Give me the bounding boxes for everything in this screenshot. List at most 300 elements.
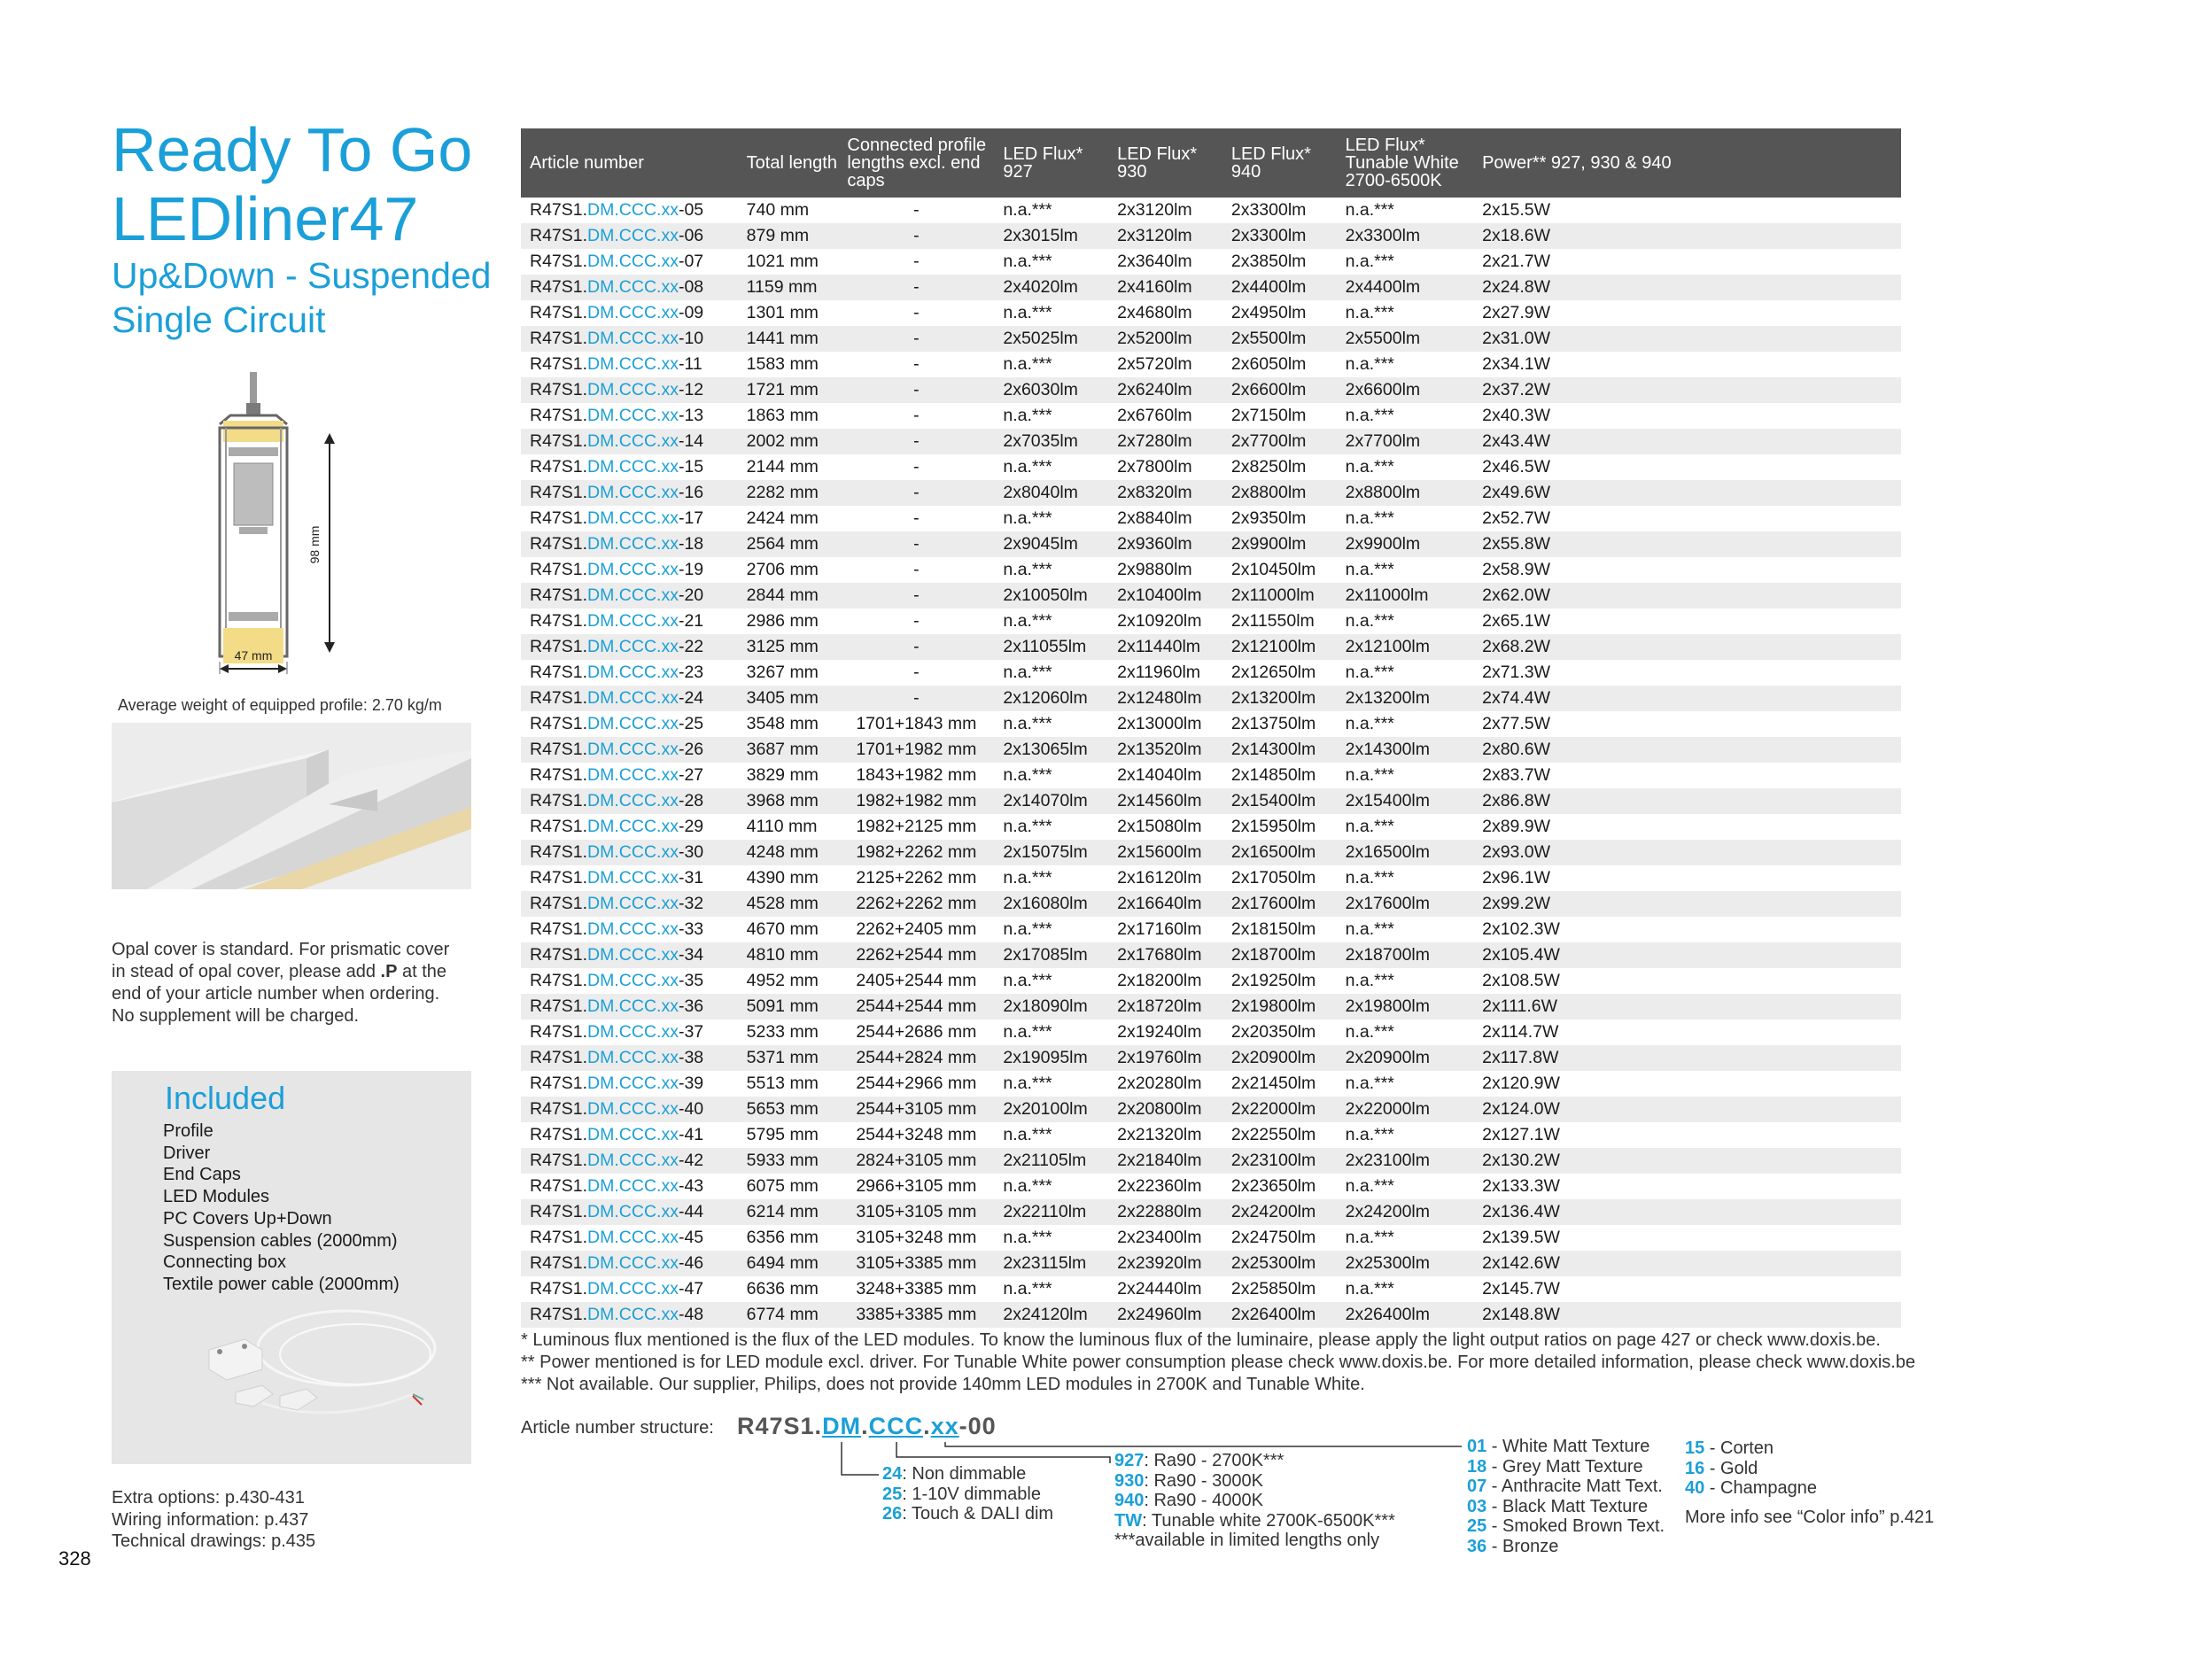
cell-flux-930: 2x14560lm [1108, 788, 1222, 814]
cell-flux-927: 2x15075lm [994, 840, 1108, 865]
cell-power: 2x93.0W [1473, 840, 1901, 865]
table-row [521, 788, 1901, 814]
table-row [521, 1199, 1901, 1225]
cell-flux-940: 2x13200lm [1222, 686, 1337, 711]
cell-connected-lengths: - [838, 660, 994, 686]
cell-flux-tunable: n.a.*** [1337, 711, 1474, 737]
cell-flux-930: 2x3640lm [1108, 249, 1222, 275]
accessories-image [191, 1297, 457, 1447]
cell-flux-tunable: 2x12100lm [1337, 634, 1474, 660]
cell-total-length: 4390 mm [738, 865, 839, 891]
table-row [521, 994, 1901, 1019]
cell-flux-940: 2x3300lm [1222, 223, 1337, 249]
cell-flux-tunable: 2x17600lm [1337, 891, 1474, 917]
cell-flux-940: 2x4400lm [1222, 275, 1337, 300]
cell-flux-930: 2x18720lm [1108, 994, 1222, 1019]
cell-flux-930: 2x12480lm [1108, 686, 1222, 711]
cell-total-length: 5513 mm [738, 1071, 839, 1097]
cell-flux-940: 2x6600lm [1222, 377, 1337, 403]
cell-flux-tunable: 2x7700lm [1337, 429, 1474, 454]
cell-connected-lengths: - [838, 557, 994, 583]
spec-table-body [521, 198, 1901, 1328]
cell-flux-930: 2x14040lm [1108, 763, 1222, 788]
cell-article-number: R47S1.DM.CCC.xx-34 [521, 942, 738, 968]
cell-article-number: R47S1.DM.CCC.xx-30 [521, 840, 738, 865]
cell-flux-930: 2x23920lm [1108, 1251, 1222, 1276]
cell-flux-930: 2x5200lm [1108, 326, 1222, 352]
table-row [521, 480, 1901, 506]
cell-flux-940: 2x20900lm [1222, 1045, 1337, 1071]
list-item: 927: Ra90 - 2700K*** [1114, 1451, 1285, 1470]
included-list [163, 1120, 400, 1296]
cell-flux-930: 2x16640lm [1108, 891, 1222, 917]
cell-flux-930: 2x11960lm [1108, 660, 1222, 686]
cell-flux-927: 2x21105lm [994, 1148, 1108, 1174]
cell-flux-940: 2x24750lm [1222, 1225, 1337, 1251]
cell-power: 2x31.0W [1473, 326, 1901, 352]
cell-connected-lengths: - [838, 403, 994, 429]
cell-flux-tunable: 2x3300lm [1337, 223, 1474, 249]
cell-flux-927: n.a.*** [994, 352, 1108, 377]
table-row [521, 326, 1901, 352]
header-connected-lengths: Connected profile lengths excl. end caps [838, 128, 994, 198]
cell-flux-940: 2x14300lm [1222, 737, 1337, 763]
cell-flux-930: 2x9880lm [1108, 557, 1222, 583]
cell-flux-930: 2x18200lm [1108, 968, 1222, 994]
cell-flux-930: 2x15600lm [1108, 840, 1222, 865]
cell-power: 2x99.2W [1473, 891, 1901, 917]
cell-connected-lengths: - [838, 377, 994, 403]
cell-power: 2x136.4W [1473, 1199, 1901, 1225]
cell-flux-930: 2x6760lm [1108, 403, 1222, 429]
cell-connected-lengths: 2544+3105 mm [838, 1097, 994, 1122]
cell-flux-927: 2x22110lm [994, 1199, 1108, 1225]
structure-label: Article number structure: [521, 1418, 714, 1438]
cell-connected-lengths: - [838, 480, 994, 506]
cell-connected-lengths: - [838, 506, 994, 531]
cell-flux-tunable: n.a.*** [1337, 506, 1474, 531]
cell-connected-lengths: - [838, 352, 994, 377]
cell-connected-lengths: 2824+3105 mm [838, 1148, 994, 1174]
cell-flux-940: 2x6050lm [1222, 352, 1337, 377]
cell-article-number: R47S1.DM.CCC.xx-08 [521, 275, 738, 300]
cell-power: 2x142.6W [1473, 1251, 1901, 1276]
cell-flux-930: 2x13000lm [1108, 711, 1222, 737]
table-row [521, 968, 1901, 994]
cell-power: 2x24.8W [1473, 275, 1901, 300]
cell-power: 2x77.5W [1473, 711, 1901, 737]
cell-total-length: 1301 mm [738, 300, 839, 326]
cell-flux-940: 2x21450lm [1222, 1071, 1337, 1097]
cell-article-number: R47S1.DM.CCC.xx-20 [521, 583, 738, 609]
cell-flux-940: 2x9350lm [1222, 506, 1337, 531]
cell-article-number: R47S1.DM.CCC.xx-24 [521, 686, 738, 711]
cell-power: 2x65.1W [1473, 609, 1901, 634]
list-item: 18 - Grey Matt Texture [1467, 1456, 1643, 1477]
profile-weight: Average weight of equipped profile: 2.70 kg/m [118, 696, 442, 714]
cct-options [1114, 1451, 1395, 1551]
table-row [521, 891, 1901, 917]
cell-connected-lengths: 3105+3105 mm [838, 1199, 994, 1225]
cell-total-length: 1583 mm [738, 352, 839, 377]
width-dimension-label: 47 mm [234, 648, 273, 663]
cell-flux-930: 2x4160lm [1108, 275, 1222, 300]
cell-power: 2x117.8W [1473, 1045, 1901, 1071]
cell-flux-927: 2x12060lm [994, 686, 1108, 711]
cell-total-length: 879 mm [738, 223, 839, 249]
cell-power: 2x27.9W [1473, 300, 1901, 326]
cell-flux-927: n.a.*** [994, 660, 1108, 686]
cell-flux-tunable: n.a.*** [1337, 352, 1474, 377]
cell-article-number: R47S1.DM.CCC.xx-43 [521, 1174, 738, 1199]
cell-flux-940: 2x16500lm [1222, 840, 1337, 865]
cell-article-number: R47S1.DM.CCC.xx-14 [521, 429, 738, 454]
cell-flux-930: 2x20800lm [1108, 1097, 1222, 1122]
cell-total-length: 3548 mm [738, 711, 839, 737]
cell-flux-tunable: 2x22000lm [1337, 1097, 1474, 1122]
cell-flux-tunable: 2x26400lm [1337, 1302, 1474, 1328]
cell-connected-lengths: - [838, 609, 994, 634]
table-row [521, 917, 1901, 942]
product-name: LEDliner47 [112, 184, 419, 253]
profile-cross-section-drawing [204, 359, 381, 678]
cell-connected-lengths: 3105+3385 mm [838, 1251, 994, 1276]
cell-connected-lengths: - [838, 583, 994, 609]
list-item: 930: Ra90 - 3000K [1114, 1470, 1263, 1491]
cell-power: 2x52.7W [1473, 506, 1901, 531]
cell-article-number: R47S1.DM.CCC.xx-18 [521, 531, 738, 557]
list-item: Driver [163, 1143, 211, 1163]
cell-flux-930: 2x22360lm [1108, 1174, 1222, 1199]
cell-article-number: R47S1.DM.CCC.xx-12 [521, 377, 738, 403]
color-info-link: More info see “Color info” p.421 [1685, 1507, 1935, 1527]
cell-flux-tunable: 2x13200lm [1337, 686, 1474, 711]
cell-power: 2x124.0W [1473, 1097, 1901, 1122]
cell-power: 2x139.5W [1473, 1225, 1901, 1251]
table-row [521, 1174, 1901, 1199]
cell-flux-930: 2x19760lm [1108, 1045, 1222, 1071]
cell-connected-lengths: 3105+3248 mm [838, 1225, 994, 1251]
cell-total-length: 2844 mm [738, 583, 839, 609]
table-row [521, 737, 1901, 763]
height-dimension-label [307, 526, 322, 564]
cell-flux-927: n.a.*** [994, 609, 1108, 634]
cell-power: 2x68.2W [1473, 634, 1901, 660]
cell-total-length: 5795 mm [738, 1122, 839, 1148]
cell-article-number: R47S1.DM.CCC.xx-29 [521, 814, 738, 840]
cell-total-length: 4810 mm [738, 942, 839, 968]
list-item: 40 - Champagne [1685, 1478, 1817, 1498]
cell-flux-927: 2x23115lm [994, 1251, 1108, 1276]
cell-total-length: 6774 mm [738, 1302, 839, 1328]
cell-flux-940: 2x20350lm [1222, 1019, 1337, 1045]
cell-connected-lengths: 1701+1843 mm [838, 711, 994, 737]
list-item: 36 - Bronze [1467, 1536, 1559, 1556]
table-header-row [521, 128, 1901, 198]
cell-connected-lengths: 2262+2262 mm [838, 891, 994, 917]
cell-total-length: 3125 mm [738, 634, 839, 660]
cell-article-number: R47S1.DM.CCC.xx-44 [521, 1199, 738, 1225]
product-circuit: Single Circuit [112, 299, 326, 340]
cell-article-number: R47S1.DM.CCC.xx-13 [521, 403, 738, 429]
cell-flux-927: 2x19095lm [994, 1045, 1108, 1071]
page-title: Ready To Go [112, 115, 473, 184]
table-row [521, 1225, 1901, 1251]
cell-flux-927: 2x3015lm [994, 223, 1108, 249]
cell-flux-940: 2x11000lm [1222, 583, 1337, 609]
cell-flux-930: 2x17680lm [1108, 942, 1222, 968]
dimming-options [882, 1464, 1053, 1524]
list-item: TW: Tunable white 2700K-6500K*** [1114, 1510, 1395, 1531]
cell-total-length: 4670 mm [738, 917, 839, 942]
cell-article-number: R47S1.DM.CCC.xx-31 [521, 865, 738, 891]
cell-flux-tunable: 2x14300lm [1337, 737, 1474, 763]
cell-flux-927: n.a.*** [994, 454, 1108, 480]
cell-flux-930: 2x10920lm [1108, 609, 1222, 634]
cell-flux-930: 2x21840lm [1108, 1148, 1222, 1174]
cell-flux-tunable: 2x19800lm [1337, 994, 1474, 1019]
table-row [521, 506, 1901, 531]
cell-power: 2x96.1W [1473, 865, 1901, 891]
table-row [521, 249, 1901, 275]
cell-flux-930: 2x8840lm [1108, 506, 1222, 531]
cell-flux-tunable: n.a.*** [1337, 660, 1474, 686]
list-item: 26: Touch & DALI dim [882, 1504, 1054, 1523]
cell-total-length: 3267 mm [738, 660, 839, 686]
cell-flux-tunable: n.a.*** [1337, 454, 1474, 480]
cell-power: 2x46.5W [1473, 454, 1901, 480]
cell-flux-tunable: n.a.*** [1337, 917, 1474, 942]
cell-article-number: R47S1.DM.CCC.xx-06 [521, 223, 738, 249]
cell-flux-tunable: 2x11000lm [1337, 583, 1474, 609]
cell-flux-tunable: n.a.*** [1337, 609, 1474, 634]
color-options-2 [1685, 1438, 1934, 1527]
cell-flux-927: n.a.*** [994, 865, 1108, 891]
cell-flux-940: 2x18150lm [1222, 917, 1337, 942]
cell-flux-tunable: n.a.*** [1337, 403, 1474, 429]
cell-flux-tunable: 2x18700lm [1337, 942, 1474, 968]
cell-flux-930: 2x3120lm [1108, 223, 1222, 249]
cell-power: 2x127.1W [1473, 1122, 1901, 1148]
cell-flux-927: 2x16080lm [994, 891, 1108, 917]
cell-connected-lengths: 2544+2686 mm [838, 1019, 994, 1045]
cell-power: 2x80.6W [1473, 737, 1901, 763]
cell-flux-940: 2x3850lm [1222, 249, 1337, 275]
list-item: 15 - Corten [1685, 1438, 1774, 1458]
cell-total-length: 6214 mm [738, 1199, 839, 1225]
table-row [521, 429, 1901, 454]
cell-flux-tunable: 2x20900lm [1337, 1045, 1474, 1071]
cell-article-number: R47S1.DM.CCC.xx-39 [521, 1071, 738, 1097]
cell-flux-tunable: n.a.*** [1337, 1276, 1474, 1302]
cct-note: ***available in limited lengths only [1114, 1531, 1380, 1550]
cell-flux-tunable: 2x5500lm [1337, 326, 1474, 352]
cell-flux-930: 2x8320lm [1108, 480, 1222, 506]
cell-power: 2x18.6W [1473, 223, 1901, 249]
cell-connected-lengths: 1982+1982 mm [838, 788, 994, 814]
table-row [521, 1251, 1901, 1276]
cell-flux-927: 2x6030lm [994, 377, 1108, 403]
cell-power: 2x130.2W [1473, 1148, 1901, 1174]
cell-article-number: R47S1.DM.CCC.xx-05 [521, 198, 738, 223]
cell-article-number: R47S1.DM.CCC.xx-27 [521, 763, 738, 788]
cell-article-number: R47S1.DM.CCC.xx-15 [521, 454, 738, 480]
cell-article-number: R47S1.DM.CCC.xx-40 [521, 1097, 738, 1122]
cell-total-length: 5653 mm [738, 1097, 839, 1122]
cell-power: 2x145.7W [1473, 1276, 1901, 1302]
cell-article-number: R47S1.DM.CCC.xx-17 [521, 506, 738, 531]
table-row [521, 1071, 1901, 1097]
cell-flux-930: 2x3120lm [1108, 198, 1222, 223]
cell-flux-927: n.a.*** [994, 1122, 1108, 1148]
cell-flux-927: 2x18090lm [994, 994, 1108, 1019]
cell-flux-927: n.a.*** [994, 711, 1108, 737]
cell-flux-940: 2x22550lm [1222, 1122, 1337, 1148]
header-power: Power** 927, 930 & 940 [1473, 128, 1901, 198]
cell-connected-lengths: - [838, 249, 994, 275]
cell-power: 2x34.1W [1473, 352, 1901, 377]
cell-flux-930: 2x21320lm [1108, 1122, 1222, 1148]
cell-connected-lengths: 3385+3385 mm [838, 1302, 994, 1328]
cell-total-length: 6356 mm [738, 1225, 839, 1251]
header-flux-940: LED Flux* 940 [1222, 128, 1337, 198]
cell-flux-927: n.a.*** [994, 1225, 1108, 1251]
cell-total-length: 6494 mm [738, 1251, 839, 1276]
table-row [521, 377, 1901, 403]
cell-power: 2x43.4W [1473, 429, 1901, 454]
cell-flux-927: 2x20100lm [994, 1097, 1108, 1122]
table-row [521, 1302, 1901, 1328]
cell-flux-940: 2x12100lm [1222, 634, 1337, 660]
cell-flux-930: 2x7280lm [1108, 429, 1222, 454]
table-row [521, 1019, 1901, 1045]
cell-flux-927: 2x8040lm [994, 480, 1108, 506]
cell-connected-lengths: 2966+3105 mm [838, 1174, 994, 1199]
cell-flux-940: 2x23650lm [1222, 1174, 1337, 1199]
cell-flux-940: 2x14850lm [1222, 763, 1337, 788]
cell-power: 2x58.9W [1473, 557, 1901, 583]
cell-total-length: 5091 mm [738, 994, 839, 1019]
cell-article-number: R47S1.DM.CCC.xx-33 [521, 917, 738, 942]
cell-total-length: 740 mm [738, 198, 839, 223]
cell-flux-930: 2x11440lm [1108, 634, 1222, 660]
cell-flux-927: n.a.*** [994, 1276, 1108, 1302]
list-item: 940: Ra90 - 4000K [1114, 1491, 1263, 1510]
cell-connected-lengths: 1982+2125 mm [838, 814, 994, 840]
cell-flux-927: 2x4020lm [994, 275, 1108, 300]
cell-flux-930: 2x7800lm [1108, 454, 1222, 480]
cell-connected-lengths: - [838, 634, 994, 660]
cell-total-length: 6636 mm [738, 1276, 839, 1302]
cell-power: 2x21.7W [1473, 249, 1901, 275]
cell-flux-tunable: 2x24200lm [1337, 1199, 1474, 1225]
cell-power: 2x15.5W [1473, 198, 1901, 223]
cell-flux-927: 2x9045lm [994, 531, 1108, 557]
cell-flux-930: 2x24960lm [1108, 1302, 1222, 1328]
cell-flux-tunable: n.a.*** [1337, 198, 1474, 223]
table-row [521, 352, 1901, 377]
cell-flux-930: 2x13520lm [1108, 737, 1222, 763]
cell-total-length: 4952 mm [738, 968, 839, 994]
cell-flux-tunable: 2x15400lm [1337, 788, 1474, 814]
extra-options: Extra options: p.430-431 Wiring information: p.437 Technical drawings: p.435 [112, 1488, 316, 1551]
cell-flux-940: 2x11550lm [1222, 609, 1337, 634]
cell-connected-lengths: 2544+2966 mm [838, 1071, 994, 1097]
cell-power: 2x37.2W [1473, 377, 1901, 403]
header-total-length: Total length [738, 128, 839, 198]
cell-flux-940: 2x18700lm [1222, 942, 1337, 968]
cell-flux-940: 2x19800lm [1222, 994, 1337, 1019]
cell-flux-tunable: n.a.*** [1337, 1122, 1474, 1148]
cell-total-length: 3405 mm [738, 686, 839, 711]
cell-power: 2x148.8W [1473, 1302, 1901, 1328]
cell-flux-tunable: 2x16500lm [1337, 840, 1474, 865]
cell-total-length: 5933 mm [738, 1148, 839, 1174]
cell-flux-940: 2x22000lm [1222, 1097, 1337, 1122]
cell-article-number: R47S1.DM.CCC.xx-41 [521, 1122, 738, 1148]
cell-flux-940: 2x26400lm [1222, 1302, 1337, 1328]
list-item: End Caps [163, 1165, 241, 1185]
cell-flux-940: 2x17600lm [1222, 891, 1337, 917]
cell-article-number: R47S1.DM.CCC.xx-07 [521, 249, 738, 275]
cell-power: 2x62.0W [1473, 583, 1901, 609]
cell-power: 2x108.5W [1473, 968, 1901, 994]
table-row [521, 300, 1901, 326]
table-row [521, 1148, 1901, 1174]
cell-flux-927: 2x5025lm [994, 326, 1108, 352]
cell-flux-940: 2x8250lm [1222, 454, 1337, 480]
cell-flux-tunable: n.a.*** [1337, 1225, 1474, 1251]
list-item: Textile power cable (2000mm) [163, 1274, 400, 1294]
cell-flux-940: 2x3300lm [1222, 198, 1337, 223]
cell-article-number: R47S1.DM.CCC.xx-22 [521, 634, 738, 660]
cell-flux-940: 2x9900lm [1222, 531, 1337, 557]
header-article-number: Article number [521, 128, 738, 198]
opal-cover-note: Opal cover is standard. For prismatic cover in stead of opal cover, please add .P at the end of your article number when ordering. No supplement will be charged. [112, 940, 450, 1026]
cell-power: 2x102.3W [1473, 917, 1901, 942]
cell-connected-lengths: 2405+2544 mm [838, 968, 994, 994]
cell-article-number: R47S1.DM.CCC.xx-42 [521, 1148, 738, 1174]
cell-flux-927: 2x7035lm [994, 429, 1108, 454]
cell-flux-tunable: n.a.*** [1337, 557, 1474, 583]
table-row [521, 686, 1901, 711]
cell-article-number: R47S1.DM.CCC.xx-23 [521, 660, 738, 686]
cell-connected-lengths: - [838, 686, 994, 711]
cell-connected-lengths: 1843+1982 mm [838, 763, 994, 788]
cell-flux-tunable: n.a.*** [1337, 1174, 1474, 1199]
cell-total-length: 3687 mm [738, 737, 839, 763]
cell-flux-930: 2x6240lm [1108, 377, 1222, 403]
table-row [521, 557, 1901, 583]
list-item: Connecting box [163, 1252, 286, 1273]
cell-power: 2x89.9W [1473, 814, 1901, 840]
table-row [521, 711, 1901, 737]
cell-connected-lengths: - [838, 326, 994, 352]
cell-flux-930: 2x10400lm [1108, 583, 1222, 609]
cell-total-length: 5371 mm [738, 1045, 839, 1071]
cell-flux-927: 2x17085lm [994, 942, 1108, 968]
table-row [521, 840, 1901, 865]
cell-flux-927: n.a.*** [994, 968, 1108, 994]
cell-article-number: R47S1.DM.CCC.xx-36 [521, 994, 738, 1019]
cell-article-number: R47S1.DM.CCC.xx-47 [521, 1276, 738, 1302]
cell-flux-927: 2x24120lm [994, 1302, 1108, 1328]
cell-connected-lengths: - [838, 198, 994, 223]
cell-flux-930: 2x22880lm [1108, 1199, 1222, 1225]
cell-flux-tunable: 2x4400lm [1337, 275, 1474, 300]
cell-article-number: R47S1.DM.CCC.xx-11 [521, 352, 738, 377]
cell-flux-930: 2x16120lm [1108, 865, 1222, 891]
